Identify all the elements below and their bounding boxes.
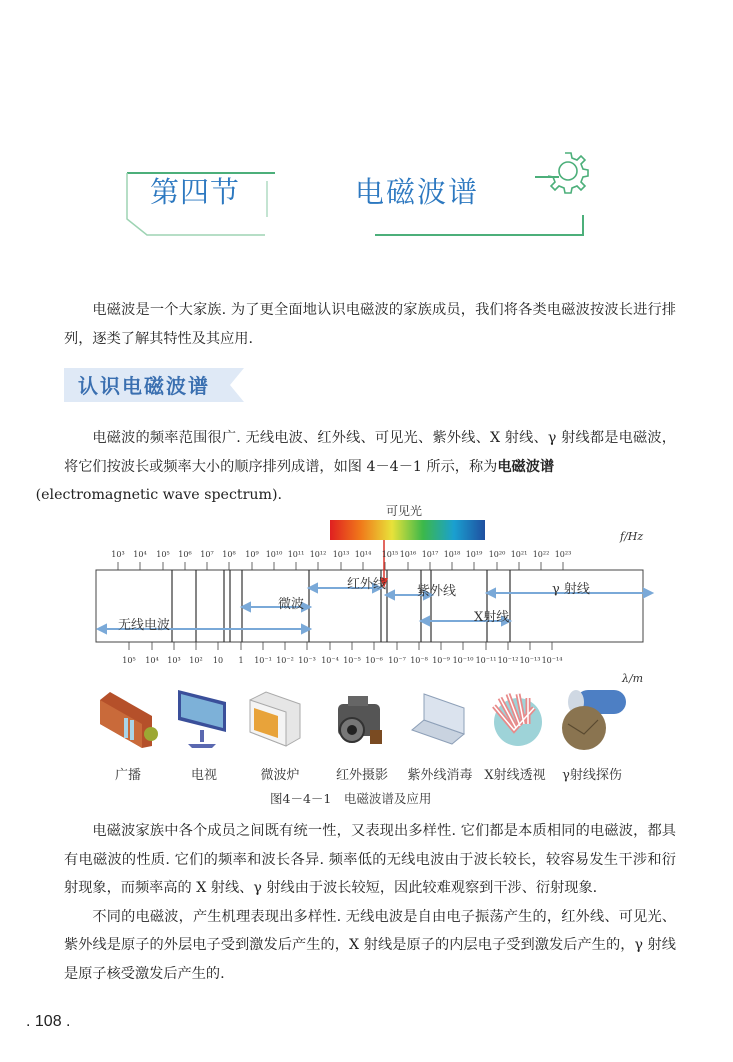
xray-hand-icon: [484, 688, 546, 750]
section-title: 认识电磁波谱: [78, 374, 210, 398]
wavelength-tick: 10: [212, 656, 224, 665]
wavelength-tick: 10⁻¹¹: [475, 656, 497, 665]
wavelength-tick: 1: [238, 656, 244, 665]
app-label-uv-sterilize: 紫外线消毒: [407, 768, 473, 783]
freq-tick: 10⁷: [200, 550, 214, 559]
key-term: 电磁波谱: [497, 458, 555, 475]
section-text-2: (electromagnetic wave spectrum).: [35, 487, 283, 503]
intro-text: 电磁波是一个大家族. 为了更全面地认识电磁波的家族成员，我们将各类电磁波按波长进行排列，逐类了解其特性及其应用.: [64, 302, 676, 347]
band-label-gamma: γ 射线: [552, 582, 590, 597]
band-label-radio: 无线电波: [118, 618, 171, 633]
camera-icon: [332, 690, 386, 750]
app-label-ir-photo: 红外摄影: [335, 768, 389, 783]
wavelength-tick: 10⁻⁹: [432, 656, 450, 665]
freq-tick: 10²³: [554, 550, 572, 559]
wavelength-tick: 10⁴: [145, 656, 159, 665]
wavelength-axis-label: λ/m: [622, 672, 644, 685]
wavelength-tick: 10⁻¹³: [519, 656, 541, 665]
freq-tick: 10²⁰: [488, 550, 506, 559]
freq-tick: 10¹²: [309, 550, 327, 559]
freq-tick: 10¹⁹: [465, 550, 483, 559]
freq-tick: 10⁴: [133, 550, 147, 559]
visible-spectrum-bar: [330, 520, 485, 540]
section-text-1: 电磁波的频率范围很广. 无线电波、红外线、可见光、紫外线、X 射线、γ 射线都是电磁波，将它们按波长或频率大小的顺序排列成谱，如图 4－4－1 所示，称为: [64, 430, 676, 475]
wavelength-tick: 10⁻⁸: [410, 656, 428, 665]
freq-tick: 10¹⁴: [354, 550, 372, 559]
freq-tick: 10¹⁵: [381, 550, 399, 559]
body-paragraphs: [64, 817, 676, 988]
page-number: . 108 .: [26, 1013, 71, 1030]
app-label-tv: 电视: [190, 768, 218, 783]
wavelength-tick: 10⁵: [122, 656, 136, 665]
freq-axis-label: f/Hz: [620, 530, 644, 543]
app-label-xray: X射线透视: [484, 768, 546, 783]
freq-tick: 10¹⁶: [399, 550, 417, 559]
figure-caption: 图4－4－1 电磁波谱及应用: [270, 791, 432, 806]
spectrum-figure: [90, 500, 660, 810]
intro-paragraph: [64, 296, 676, 353]
freq-tick: 10¹⁸: [443, 550, 461, 559]
visible-light-label: 可见光: [386, 504, 423, 518]
wavelength-tick: 10³: [167, 656, 181, 665]
freq-tick: 10¹¹: [287, 550, 305, 559]
tv-icon: [174, 686, 230, 750]
freq-tick: 10⁵: [156, 550, 170, 559]
wavelength-tick: 10²: [189, 656, 203, 665]
chapter-title: 电磁波谱: [355, 175, 480, 209]
section-paragraph: [35, 424, 676, 510]
wavelength-tick: 10⁻¹⁰: [452, 656, 474, 665]
app-label-gamma: γ射线探伤: [562, 768, 622, 783]
band-label-ultraviolet: 紫外线: [417, 584, 457, 599]
paragraph-unity: 电磁波家族中各个成员之间既有统一性，又表现出多样性. 它们都是本质相同的电磁波，都具有电磁波的性质. 它们的频率和波长各异. 频率低的无线电波由于波长较长，较容易发生干涉和衍射现象，而频率高的 X 射线、γ 射线由于波长较短，因此较难观察到干涉、衍射现象.: [64, 823, 676, 896]
wavelength-tick: 10⁻¹²: [497, 656, 519, 665]
freq-tick: 10¹⁷: [421, 550, 439, 559]
wavelength-tick: 10⁻¹⁴: [541, 656, 563, 665]
freq-tick: 10⁶: [178, 550, 192, 559]
band-label-microwave: 微波: [278, 597, 305, 612]
freq-tick: 10⁸: [222, 550, 236, 559]
wavelength-tick: 10⁻³: [298, 656, 316, 665]
chapter-number: 第四节: [150, 175, 241, 209]
freq-tick: 10³: [111, 550, 125, 559]
wavelength-tick: 10⁻⁷: [388, 656, 406, 665]
freq-tick: 10¹³: [332, 550, 350, 559]
microwave-oven-icon: [246, 690, 304, 750]
app-label-microwave-oven: 微波炉: [260, 768, 300, 783]
band-label-xray: X射线: [474, 610, 510, 625]
freq-tick: 10²²: [532, 550, 550, 559]
radio-icon: [96, 688, 160, 750]
wavelength-tick: 10⁻⁶: [365, 656, 383, 665]
band-label-infrared: 红外线: [347, 577, 387, 592]
freq-tick: 10⁹: [245, 550, 259, 559]
gear-icon: [540, 143, 596, 199]
freq-tick: 10¹⁰: [265, 550, 283, 559]
app-label-broadcast: 广播: [114, 768, 142, 783]
wavelength-tick: 10⁻⁵: [343, 656, 361, 665]
wavelength-tick: 10⁻²: [276, 656, 294, 665]
wavelength-tick: 10⁻¹: [254, 656, 272, 665]
gamma-inspection-icon: [554, 686, 630, 752]
uv-sterilizer-icon: [406, 690, 466, 750]
freq-tick: 10²¹: [510, 550, 528, 559]
wavelength-tick: 10⁻⁴: [321, 656, 339, 665]
paragraph-mechanism: 不同的电磁波，产生机理表现出多样性. 无线电波是自由电子振荡产生的，红外线、可见光、紫外线是原子的外层电子受到激发后产生的，X 射线是原子的内层电子受到激发后产生的，γ 射线是原子核受激发后产生的.: [64, 908, 676, 982]
